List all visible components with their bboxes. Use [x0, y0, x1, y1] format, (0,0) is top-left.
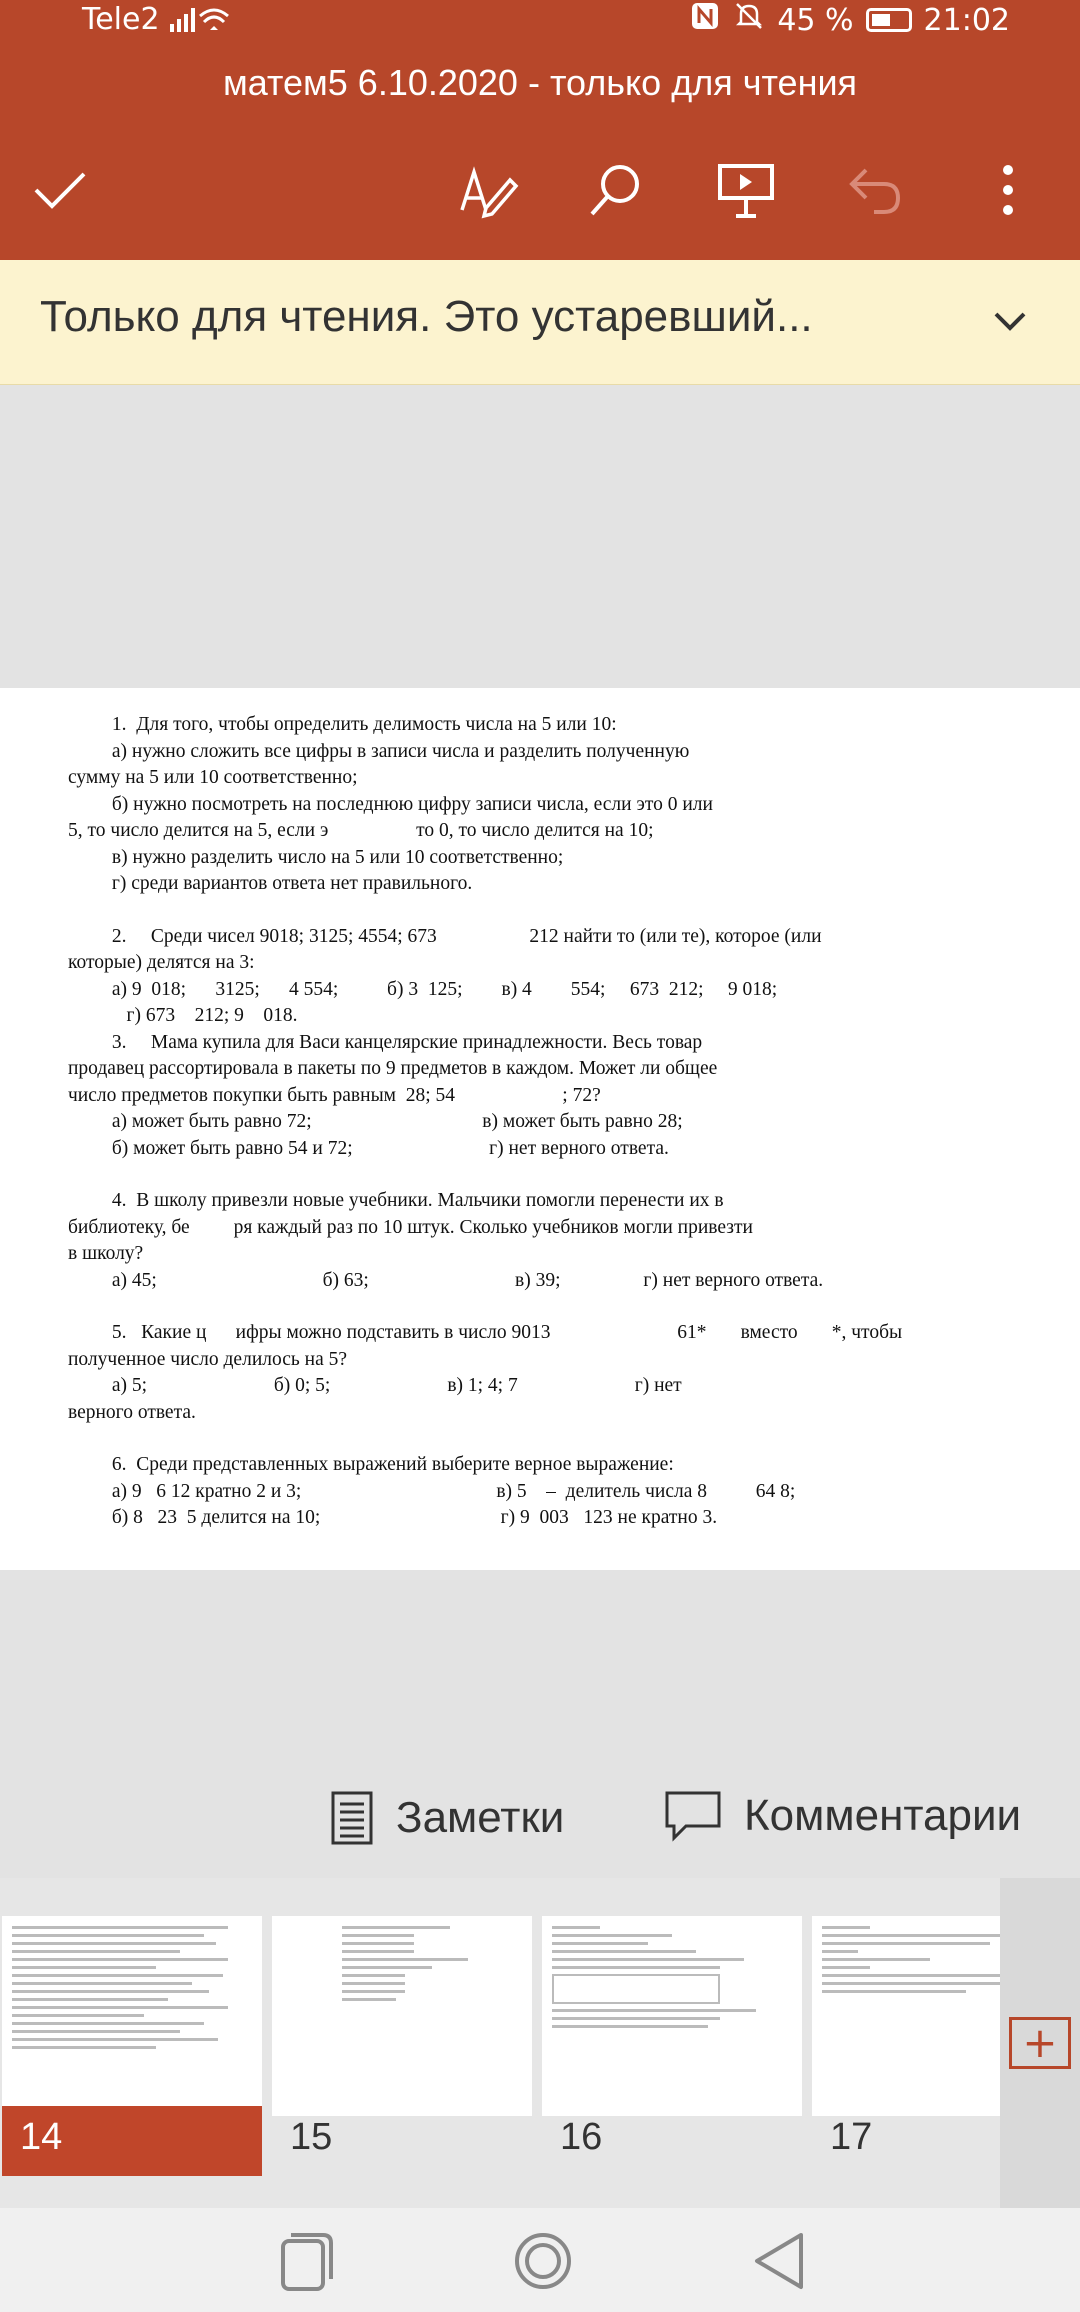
slide-number-14[interactable]: 14	[2, 2106, 262, 2176]
slide-text-line: 4. В школу привезли новые учебники. Мальчики помогли перенести их в	[68, 1190, 724, 1211]
search-icon	[586, 160, 646, 220]
slide-text-line: 6. Среди представленных выражений выберите верное выражение:	[68, 1454, 674, 1475]
banner-message: Только для чтения. Это устаревший...	[40, 292, 813, 341]
chevron-down-icon	[980, 290, 1040, 350]
slide-content	[68, 712, 968, 1532]
slide-text-line: а) 9 018; 3125; 4 554; б) 3 125; в) 4 554; 673 212; 9 018;	[68, 978, 778, 1000]
slide-text-line: библиотеку, бе ря каждый раз по 10 штук. Сколько учебников могли привезти	[68, 1216, 753, 1238]
slide-text-line: а) 5; б) 0; 5; в) 1; 4; 7 г) нет	[68, 1375, 682, 1396]
mute-icon	[733, 0, 765, 40]
slide-text-line: 2. Среди чисел 9018; 3125; 4554; 673 212 найти то (или те), которое (или	[68, 925, 822, 947]
banner-expand-button[interactable]	[980, 290, 1040, 350]
document-title: матем5 6.10.2020 - только для чтения	[222, 62, 858, 103]
read-only-banner[interactable]	[0, 260, 1080, 385]
slide-text-line: 3. Мама купила для Васи канцелярские принадлежности. Весь товар	[68, 1031, 703, 1053]
slide-text-line: б) 8 23 5 делится на 10; г) 9 003 123 не кратно 3.	[68, 1507, 718, 1528]
slide-text-line: а) может быть равно 72; в) может быть равно 28;	[68, 1111, 683, 1132]
slide-thumbnail-14[interactable]	[2, 1916, 262, 2116]
battery-icon	[866, 8, 912, 32]
more-options-button[interactable]	[968, 150, 1048, 230]
slide-thumbnail-16[interactable]	[542, 1916, 802, 2116]
comment-icon	[664, 1790, 722, 1842]
system-navigation-bar	[0, 2208, 1080, 2312]
signal-icon	[170, 4, 250, 42]
slide-thumbnail-strip	[0, 1878, 1080, 2208]
slide-text-line: число предметов покупки быть равным 28; 54 ; 72?	[68, 1084, 601, 1106]
slide-text-line: б) нужно посмотреть на последнюю цифру записи числа, если это 0 или	[68, 793, 713, 815]
slide-text-line: 1. Для того, чтобы определить делимость числа на 5 или 10:	[68, 714, 617, 735]
more-icon	[998, 160, 1018, 220]
slide-text-line: б) может быть равно 54 и 72; г) нет верного ответа.	[68, 1137, 669, 1159]
pen-icon	[456, 158, 520, 222]
slide-spacer	[68, 1426, 968, 1452]
done-button[interactable]	[20, 150, 100, 230]
slide-text-line: г) среди вариантов ответа нет правильного.	[68, 873, 473, 894]
comments-label: Комментарии	[744, 1791, 1022, 1840]
slide-spacer	[68, 898, 968, 924]
draw-button[interactable]	[448, 150, 528, 230]
add-slide-icon: +	[1009, 2017, 1071, 2069]
slide-text-line: в) нужно разделить число на 5 или 10 соответственно;	[68, 846, 564, 868]
slide-text-line: а) нужно сложить все цифры в записи числа и разделить полученную	[68, 740, 690, 762]
carrier-label: Tele2	[82, 2, 160, 37]
slide-canvas[interactable]	[0, 688, 1080, 1570]
back-button[interactable]	[744, 2226, 814, 2296]
status-bar	[0, 0, 1080, 40]
slide-text-line: а) 9 6 12 кратно 2 и 3; в) 5 – делитель числа 8 64 8;	[68, 1480, 796, 1502]
check-icon	[30, 160, 90, 220]
notes-button[interactable]	[330, 1790, 564, 1846]
undo-icon	[846, 160, 906, 220]
slide-text-line: полученное число делилось на 5?	[68, 1348, 348, 1370]
battery-percent: 45 %	[777, 2, 854, 38]
app-header	[0, 40, 1080, 260]
clock: 21:02	[923, 2, 1010, 38]
notes-icon	[330, 1790, 374, 1846]
nfc-icon	[689, 0, 721, 40]
slide-number-17[interactable]: 17	[830, 2116, 873, 2158]
slide-number-15[interactable]: 15	[290, 2116, 333, 2158]
slide-text-line: г) 673 212; 9 018.	[68, 1005, 298, 1026]
notes-label: Заметки	[396, 1793, 565, 1842]
slide-text-line: 5, то число делится на 5, если э то 0, то число делится на 10;	[68, 820, 654, 841]
slide-number-16[interactable]: 16	[560, 2116, 603, 2158]
present-icon	[716, 160, 776, 220]
home-icon	[511, 2229, 575, 2293]
slide-text-line: верного ответа.	[68, 1401, 196, 1423]
comments-button[interactable]	[664, 1790, 1021, 1842]
home-button[interactable]	[508, 2226, 578, 2296]
slide-spacer	[68, 1162, 968, 1188]
undo-button[interactable]	[836, 150, 916, 230]
slide-spacer	[68, 1294, 968, 1320]
slide-thumbnail-15[interactable]	[272, 1916, 532, 2116]
recent-apps-icon	[279, 2229, 335, 2293]
slide-text-line: 5. Какие ц ифры можно подставить в число 9013 61* вместо *, чтобы	[68, 1322, 903, 1343]
slide-text-line: продавец рассортировала в пакеты по 9 предметов в каждом. Может ли общее	[68, 1058, 718, 1079]
present-button[interactable]	[706, 150, 786, 230]
slide-text-line: а) 45; б) 63; в) 39; г) нет верного ответа.	[68, 1269, 824, 1291]
add-slide-button[interactable]	[1000, 1878, 1080, 2208]
slide-text-line: в школу?	[68, 1243, 144, 1264]
notes-comments-bar	[0, 1770, 1080, 1880]
back-icon	[749, 2229, 809, 2293]
search-button[interactable]	[576, 150, 656, 230]
recent-apps-button[interactable]	[272, 2226, 342, 2296]
slide-text-line: сумму на 5 или 10 соответственно;	[68, 767, 358, 788]
slide-text-line: которые) делятся на 3:	[68, 952, 255, 973]
